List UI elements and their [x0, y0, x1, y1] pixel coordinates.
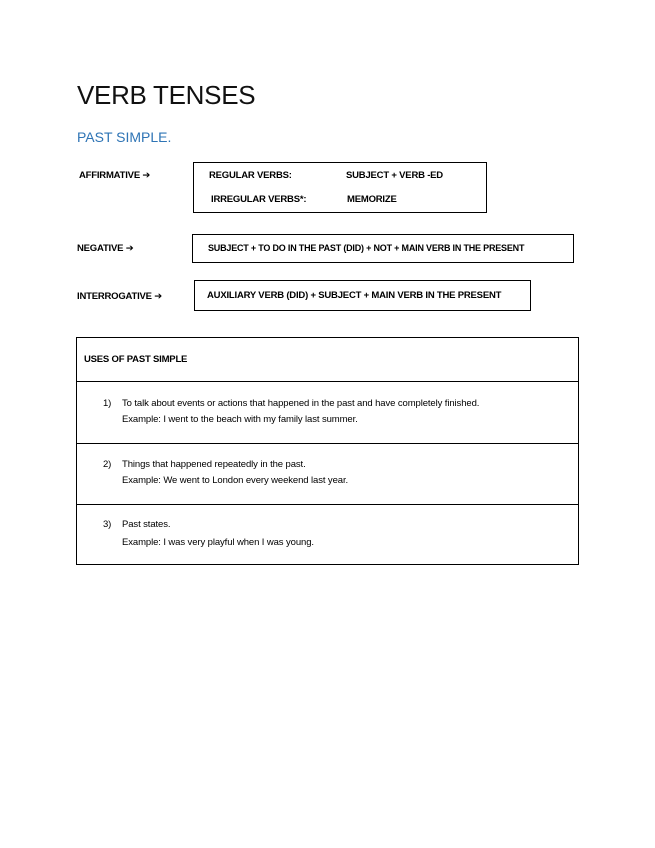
uses-table-header — [77, 338, 578, 382]
regular-verbs-rule: SUBJECT + VERB -ED — [346, 170, 443, 181]
interrogative-rule: AUXILIARY VERB (DID) + SUBJECT + MAIN VERB IN THE PRESENT — [207, 290, 502, 301]
negative-rule-box — [192, 234, 574, 263]
use-number: 3) — [103, 519, 112, 530]
use-number: 2) — [103, 459, 112, 470]
use-description: To talk about events or actions that happened in the past and have completely finished. — [122, 398, 480, 409]
use-example: Example: I went to the beach with my family last summer. — [122, 414, 358, 425]
uses-header-text: USES OF PAST SIMPLE — [84, 354, 188, 365]
uses-table — [76, 337, 579, 565]
page-title: VERB TENSES — [77, 80, 256, 110]
use-description: Past states. — [122, 519, 171, 530]
use-row — [77, 444, 578, 505]
section-heading: PAST SIMPLE. — [77, 129, 172, 145]
use-number: 1) — [103, 398, 112, 409]
irregular-verbs-label: IRREGULAR VERBS*: — [211, 194, 307, 205]
affirmative-label: AFFIRMATIVE ➔ — [79, 170, 151, 181]
negative-label: NEGATIVE ➔ — [77, 243, 134, 254]
use-example: Example: We went to London every weekend last year. — [122, 475, 349, 486]
use-example: Example: I was very playful when I was young. — [122, 537, 314, 548]
affirmative-rule-box — [193, 162, 487, 213]
interrogative-label: INTERROGATIVE ➔ — [77, 291, 163, 302]
interrogative-rule-box — [194, 280, 531, 311]
irregular-verbs-rule: MEMORIZE — [347, 194, 397, 205]
negative-rule: SUBJECT + TO DO IN THE PAST (DID) + NOT + MAIN VERB IN THE PRESENT — [208, 243, 525, 253]
regular-verbs-label: REGULAR VERBS: — [209, 170, 292, 181]
use-description: Things that happened repeatedly in the past. — [122, 459, 306, 470]
use-row — [77, 382, 578, 444]
use-row — [77, 505, 578, 564]
